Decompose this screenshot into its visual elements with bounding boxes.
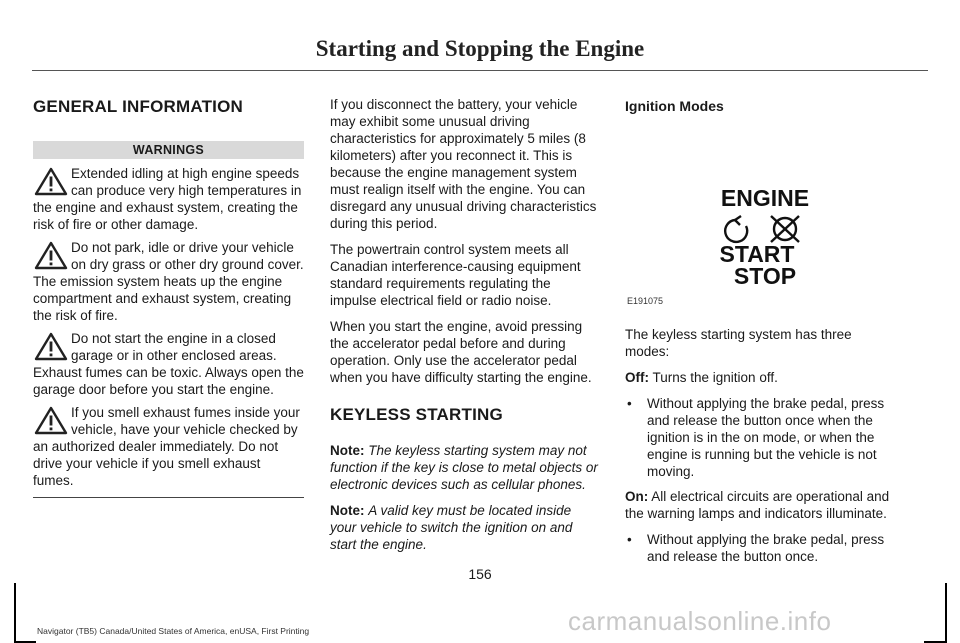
warning-item: [33, 330, 304, 398]
figure-label-engine: ENGINE: [720, 185, 810, 211]
note-label: Note:: [330, 503, 365, 518]
note-text: A valid key must be located inside your vehicle to switch the ignition on and start the engine.: [330, 503, 573, 552]
warning-triangle-icon: [33, 331, 69, 362]
off-mode-text: Turns the ignition off.: [649, 370, 778, 385]
warning-text: Extended idling at high engine speeds can produce very high temperatures in the engine and exhaust system, creating the risk of fire or other damage.: [33, 166, 302, 232]
warning-text: If you smell exhaust fumes inside your vehicle, have your vehicle checked by an authorized dealer immediately. Do not drive your vehicle if you smell exhaust fumes.: [33, 405, 300, 488]
crop-mark: [14, 641, 36, 643]
warning-item: [33, 239, 304, 324]
engine-start-stop-button-icon: [705, 176, 825, 286]
engine-start-stop-figure: [625, 122, 895, 310]
warning-text: Do not park, idle or drive your vehicle on dry grass or other dry ground cover. The emission system heats up the engine compartment and exhaust system, creating the risk of fire.: [33, 240, 304, 323]
general-information-heading: GENERAL INFORMATION: [33, 97, 243, 116]
warning-item: [33, 165, 304, 233]
column-ignition-modes: [625, 96, 895, 573]
ignition-modes-heading: Ignition Modes: [625, 98, 724, 114]
crop-mark: [945, 583, 947, 643]
modes-intro-paragraph: The keyless starting system has three modes:: [625, 327, 852, 359]
watermark-text: carmanualsonline.info: [568, 606, 832, 636]
crop-mark: [14, 583, 16, 643]
note-paragraph: [330, 502, 600, 553]
note-text: The keyless starting system may not function if the key is close to metal objects or electronic devices such as cellular phones.: [330, 443, 598, 492]
column-general-information: [33, 96, 304, 498]
powertrain-paragraph: The powertrain control system meets all Canadian interference-causing equipment standard requirements regulating the impulse electrical field or radio noise.: [330, 242, 581, 308]
on-mode-text: All electrical circuits are operational and the warning lamps and indicators illuminate.: [625, 489, 890, 521]
on-mode-bullet: • Without applying the brake pedal, press and release the button once.: [625, 531, 895, 565]
keyless-starting-heading: KEYLESS STARTING: [330, 405, 503, 424]
warning-item: [33, 404, 304, 489]
off-mode-bullet: • Without applying the brake pedal, press and release the button once when the ignition is in the on mode, or when the engine is running but the vehicle is not moving.: [625, 395, 895, 480]
crop-mark: [924, 641, 946, 643]
page-number: 156: [468, 566, 492, 582]
warning-triangle-icon: [33, 166, 69, 197]
warnings-banner: WARNINGS: [33, 141, 304, 159]
column-keyless-starting: [330, 96, 600, 562]
battery-paragraph: If you disconnect the battery, your vehicle may exhibit some unusual driving characteristics for approximately 5 miles (8 kilometers) after you reconnect it. This is because the engine management system must realign itself with the engine. You can disregard any unusual driving characteristics during this period.: [330, 97, 597, 231]
warning-triangle-icon: [33, 405, 69, 436]
off-mode-paragraph: [625, 369, 895, 386]
figure-label-stop: STOP: [733, 263, 797, 286]
page-header-title: Starting and Stopping the Engine: [315, 36, 645, 61]
header-divider: [32, 70, 928, 71]
figure-label-start: START: [719, 241, 795, 267]
on-mode-label: On:: [625, 489, 649, 504]
footer-edition-text: Navigator (TB5) Canada/United States of America, enUSA, First Printing: [37, 626, 310, 636]
note-label: Note:: [330, 443, 365, 458]
figure-id-label: E191075: [627, 296, 664, 306]
off-mode-label: Off:: [625, 370, 649, 385]
warning-text: Do not start the engine in a closed garage or in other enclosed areas. Exhaust fumes can be toxic. Always open the garage door before you start the engine.: [33, 331, 304, 397]
note-paragraph: [330, 442, 600, 493]
accelerator-paragraph: When you start the engine, avoid pressing the accelerator pedal before and during operation. Only use the accelerator pedal when you have difficulty starting the engine.: [330, 319, 592, 385]
on-mode-paragraph: [625, 488, 895, 522]
warning-triangle-icon: [33, 240, 69, 271]
warnings-end-divider: [33, 497, 304, 498]
